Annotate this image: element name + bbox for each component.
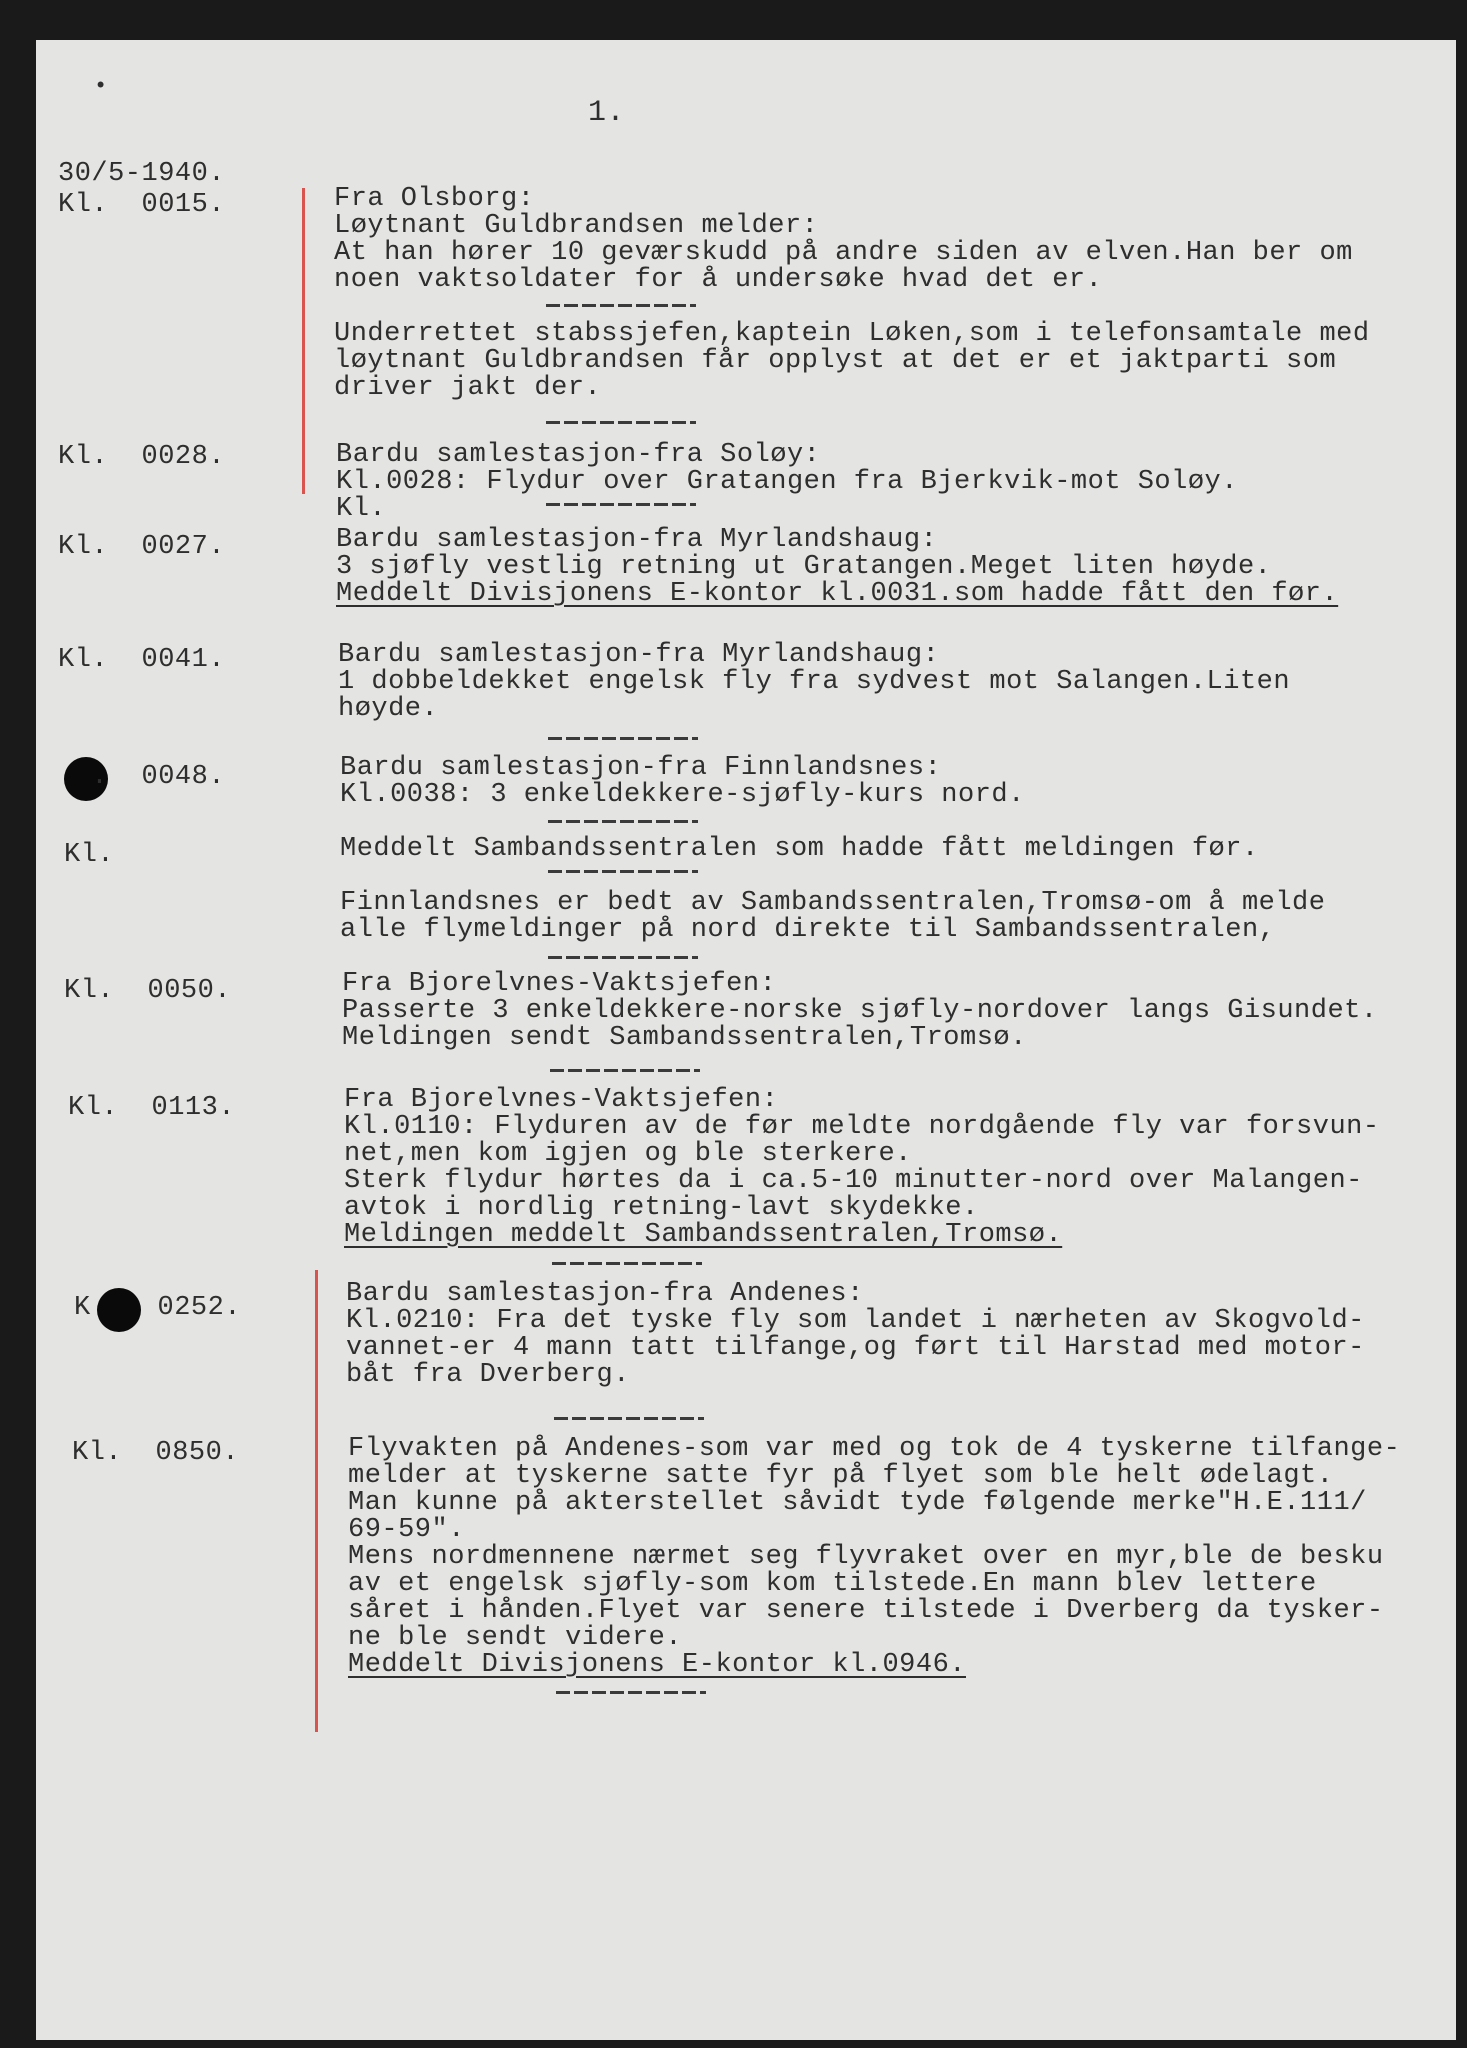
entry-line: 69-59". (348, 1515, 465, 1545)
entry-line: noen vaktsoldater for å undersøke hvad det er. (334, 265, 1103, 295)
entry-line: såret i hånden.Flyet var senere tilstede i Dverberg da tysker- (348, 1596, 1384, 1626)
entry-line: Kl.0110: Flyduren av de før meldte nordgående fly var forsvun- (344, 1112, 1380, 1142)
entry-line: driver jakt der. (334, 373, 602, 403)
entry-line: Løytnant Guldbrandsen melder: (334, 211, 819, 241)
entry-line: båt fra Dverberg. (346, 1360, 630, 1390)
separator-line (550, 1069, 700, 1072)
entry-time: Kl. 0041. (58, 645, 226, 675)
separator-line (552, 1262, 702, 1265)
entry-line: løytnant Guldbrandsen får opplyst at det er et jaktparti som (334, 346, 1337, 376)
entry-time: Kl. 0850. (72, 1438, 240, 1468)
entry-line: 1 dobbeldekket engelsk fly fra sydvest mot Salangen.Liten (338, 667, 1291, 697)
entry-time: Kl. (64, 840, 115, 870)
entry-time: K 0252. (74, 1293, 242, 1323)
entry-line: Fra Bjorelvnes-Vaktsjefen: (344, 1085, 779, 1115)
entry-line: Bardu samlestasjon-fra Myrlandshaug: (336, 525, 938, 555)
separator-line (546, 503, 696, 506)
separator-line (548, 737, 698, 740)
separator-line (556, 1691, 706, 1694)
stray-mark: • (94, 74, 108, 99)
entry-line: ne ble sendt videre. (348, 1623, 683, 1653)
separator-line (548, 870, 698, 873)
entry-time: Kl. 0027. (58, 532, 226, 562)
entry-line: Kl.0210: Fra det tyske fly som landet i nærheten av Skogvold- (346, 1306, 1365, 1336)
entry-line: Underrettet stabssjefen,kaptein Løken,som i telefonsamtale med (334, 319, 1370, 349)
entry-line: Mens nordmennene nærmet seg flyvraket over en myr,ble de besku (348, 1542, 1384, 1572)
entry-line: alle flymeldinger på nord direkte til Sambandssentralen, (340, 915, 1276, 945)
entry-line: Bardu samlestasjon-fra Andenes: (346, 1279, 864, 1309)
entry-line: Fra Bjorelvnes-Vaktsjefen: (342, 969, 777, 999)
entry-line: Bardu samlestasjon-fra Soløy: (336, 440, 821, 470)
entry-line: 3 sjøfly vestlig retning ut Gratangen.Meget liten høyde. (336, 552, 1272, 582)
entry-line: Finnlandsnes er bedt av Sambandssentralen,Tromsø-om å melde (340, 888, 1326, 918)
entry-line: avtok i nordlig retning-lavt skydekke. (344, 1193, 979, 1223)
entry-line: av et engelsk sjøfly-som kom tilstede.En mann blev lettere (348, 1569, 1317, 1599)
entry-time: . 0048. (58, 762, 226, 792)
entry-line: Kl.0028: Flydur over Gratangen fra Bjerkvik-mot Soløy. (336, 467, 1238, 497)
entry-line: Kl.0038: 3 enkeldekkere-sjøfly-kurs nord. (340, 780, 1025, 810)
separator-line (554, 1417, 704, 1420)
entry-line: Kl. (336, 494, 387, 524)
entry-line: Man kunne på akterstellet såvidt tyde følgende merke"H.E.111/ (348, 1488, 1367, 1518)
separator-line (546, 421, 696, 424)
separator-line (548, 956, 698, 959)
separator-line (548, 820, 698, 823)
entry-line: Fra Olsborg: (334, 184, 535, 214)
entry-line: høyde. (338, 694, 439, 724)
entry-line: Passerte 3 enkeldekkere-norske sjøfly-nordover langs Gisundet. (342, 996, 1378, 1026)
margin-red-line (315, 1270, 318, 1732)
page-number: 1. (588, 96, 626, 130)
entry-line: Meldingen meddelt Sambandssentralen,Tromsø. (344, 1220, 1063, 1250)
document-date: 30/5-1940. (58, 159, 226, 189)
entry-line: melder at tyskerne satte fyr på flyet som ble helt ødelagt. (348, 1461, 1334, 1491)
entry-line: Bardu samlestasjon-fra Finnlandsnes: (340, 753, 942, 783)
entry-line: Meddelt Divisjonens E-kontor kl.0946. (348, 1650, 966, 1680)
margin-red-line (302, 188, 305, 494)
entry-time: Kl. 0050. (64, 976, 232, 1006)
entry-line: Meldingen sendt Sambandssentralen,Tromsø. (342, 1023, 1027, 1053)
entry-line: Meddelt Sambandssentralen som hadde fått meldingen før. (340, 834, 1259, 864)
entry-line: Bardu samlestasjon-fra Myrlandshaug: (338, 640, 940, 670)
entry-time: Kl. 0015. (58, 190, 226, 220)
entry-line: Flyvakten på Andenes-som var med og tok de 4 tyskerne tilfange- (348, 1434, 1401, 1464)
entry-time: Kl. 0113. (68, 1093, 236, 1123)
separator-line (546, 304, 696, 307)
document-page (36, 40, 1456, 2040)
entry-line: At han hører 10 geværskudd på andre siden av elven.Han ber om (334, 238, 1353, 268)
entry-line: Meddelt Divisjonens E-kontor kl.0031.som hadde fått den før. (336, 579, 1339, 609)
entry-line: Sterk flydur hørtes da i ca.5-10 minutter-nord over Malangen- (344, 1166, 1363, 1196)
entry-line: vannet-er 4 mann tatt tilfange,og ført til Harstad med motor- (346, 1333, 1365, 1363)
entry-time: Kl. 0028. (58, 442, 226, 472)
entry-line: net,men kom igjen og ble sterkere. (344, 1139, 912, 1169)
